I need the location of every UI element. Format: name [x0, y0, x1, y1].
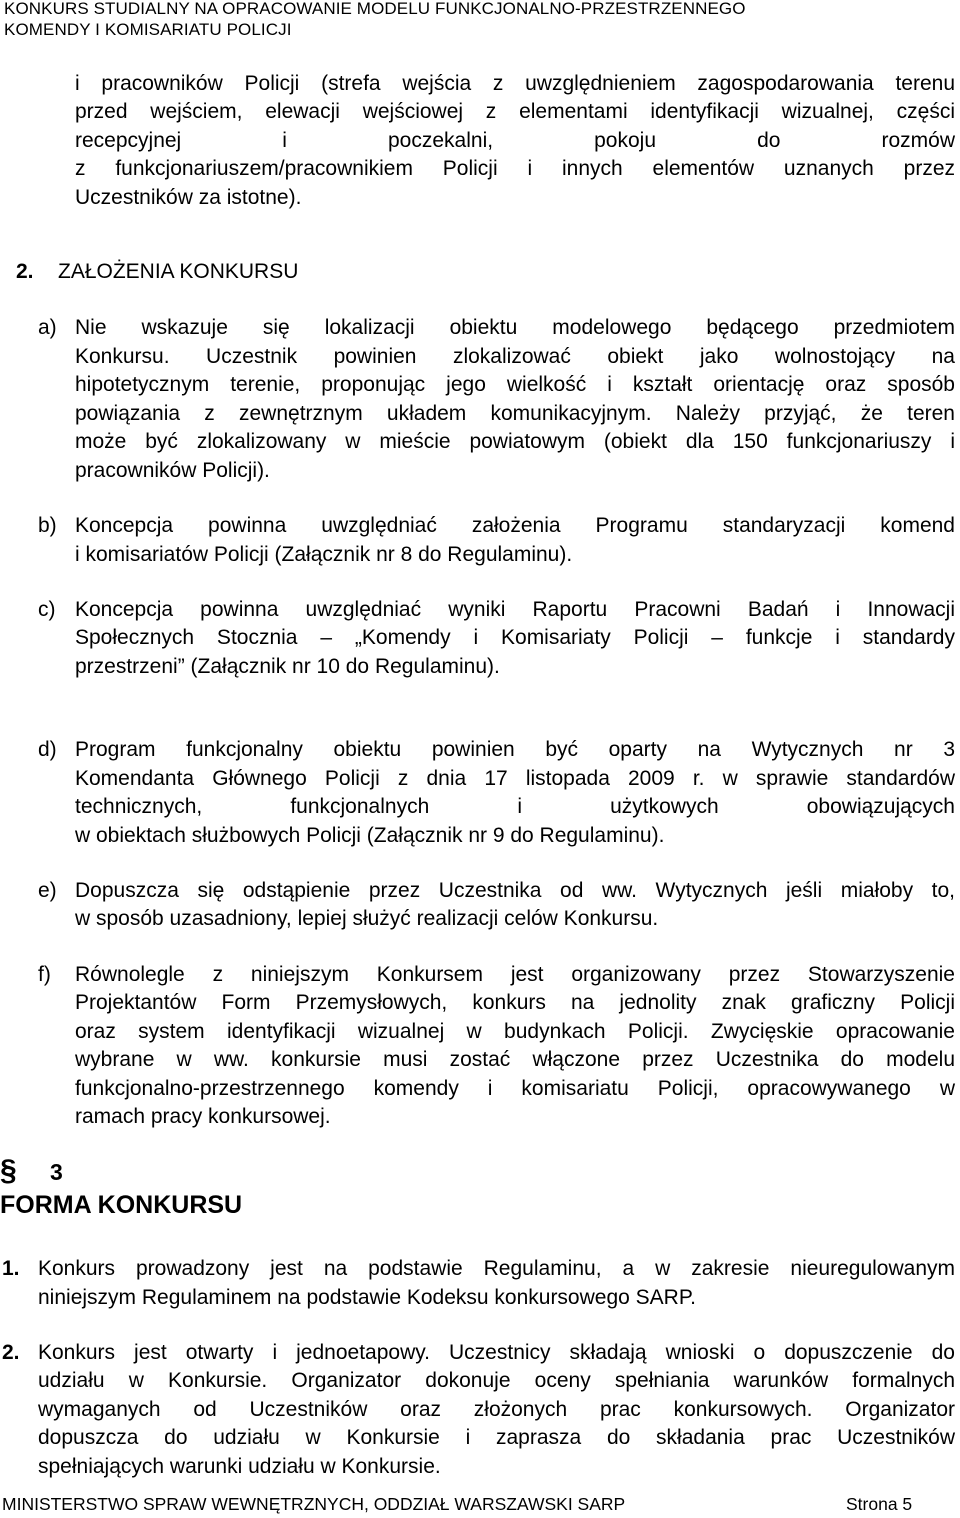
point-line: niniejszym Regulaminem na podstawie Kodeksu konkursowego SARP.: [38, 1286, 696, 1309]
section-3-number: 3: [50, 1159, 63, 1185]
item-line: Komendanta Głównego Policji z dnia 17 listopada 2009 r. w sprawie standardów: [75, 767, 955, 790]
item-line: w obiektach służbowych Policji (Załącznik nr 9 do Regulaminu).: [75, 824, 665, 847]
item-label: a): [38, 316, 57, 339]
item-line: w sposób uzasadniony, lepiej służyć realizacji celów Konkursu.: [75, 907, 659, 930]
item-line: przestrzeni” (Załącznik nr 10 do Regulaminu).: [75, 655, 500, 678]
section-2-title: ZAŁOŻENIA KONKURSU: [58, 260, 299, 283]
intro-line: z funkcjonariuszem/pracownikiem Policji i innych elementów uznanych przez: [75, 157, 955, 180]
intro-line: przed wejściem, elewacji wejściowej z elementami identyfikacji wizualnej, części: [75, 100, 955, 123]
item-label: c): [38, 598, 56, 621]
item-line: powiązania z zewnętrznym układem komunikacyjnym. Należy przyjąć, że teren: [75, 402, 955, 425]
section-symbol: §: [0, 1154, 17, 1187]
point-line: dopuszcza do udziału w Konkursie i zaprasza do składania prac Uczestników: [38, 1426, 955, 1449]
item-line: Projektantów Form Przemysłowych, konkurs na jednolity znak graficzny Policji: [75, 991, 955, 1014]
item-line: ramach pracy konkursowej.: [75, 1105, 331, 1128]
page-number: Strona 5: [846, 1494, 913, 1514]
item-label: d): [38, 738, 57, 761]
document-header: [4, 0, 746, 40]
intro-line: Uczestników za istotne).: [75, 186, 302, 209]
item-line: technicznych, funkcjonalnych i użytkowych obowiązujących: [75, 795, 955, 818]
point-line: Konkurs prowadzony jest na podstawie Regulaminu, a w zakresie nieuregulowanym: [38, 1257, 955, 1280]
item-line: Społecznych Stocznia – „Komendy i Komisariaty Policji – funkcje i standardy: [75, 626, 955, 649]
point-line: Konkurs jest otwarty i jednoetapowy. Uczestnicy składają wnioski o dopuszczenie do: [38, 1341, 955, 1364]
header-line-1: KONKURS STUDIALNY NA OPRACOWANIE MODELU FUNKCJONALNO-PRZESTRZENNEGO: [4, 0, 746, 18]
item-line: Dopuszcza się odstąpienie przez Uczestnika od ww. Wytycznych jeśli miałoby to,: [75, 879, 955, 902]
point-label: 2.: [2, 1341, 20, 1364]
item-label: f): [38, 963, 51, 986]
item-line: może być zlokalizowany w mieście powiatowym (obiekt dla 150 funkcjonariuszy i: [75, 430, 955, 453]
item-line: Nie wskazuje się lokalizacji obiektu modelowego będącego przedmiotem: [75, 316, 955, 339]
point-line: udziału w Konkursie. Organizator dokonuje oceny spełniania warunków formalnych: [38, 1369, 955, 1392]
item-line: Program funkcjonalny obiektu powinien być oparty na Wytycznych nr 3: [75, 738, 955, 761]
item-line: pracowników Policji).: [75, 459, 270, 482]
item-line: oraz system identyfikacji wizualnej w budynkach Policji. Zwycięskie opracowanie: [75, 1020, 955, 1043]
footer-organization: MINISTERSTWO SPRAW WEWNĘTRZNYCH, ODDZIAŁ WARSZAWSKI SARP: [2, 1494, 626, 1514]
item-line: Konkursu. Uczestnik powinien zlokalizować obiekt jako wolnostojący na: [75, 345, 955, 368]
header-line-2: KOMENDY I KOMISARIATU POLICJI: [4, 20, 292, 39]
item-line: Koncepcja powinna uwzględniać wyniki Raportu Pracowni Badań i Innowacji: [75, 598, 955, 621]
item-label: b): [38, 514, 57, 537]
section-3-title: FORMA KONKURSU: [0, 1191, 243, 1219]
intro-line: i pracowników Policji (strefa wejścia z uwzględnieniem zagospodarowania terenu: [75, 72, 955, 95]
point-label: 1.: [2, 1257, 20, 1280]
item-line: Równolegle z niniejszym Konkursem jest organizowany przez Stowarzyszenie: [75, 963, 955, 986]
item-label: e): [38, 879, 57, 902]
item-line: wybrane w ww. konkursie musi zostać włączone przez Uczestnika do modelu: [75, 1048, 955, 1071]
intro-line: recepcyjnej i poczekalni, pokoju do rozmów: [75, 129, 955, 152]
item-line: funkcjonalno-przestrzennego komendy i komisariatu Policji, opracowywanego w: [75, 1077, 955, 1100]
point-line: wymaganych od Uczestników oraz złożonych prac konkursowych. Organizator: [38, 1398, 955, 1421]
item-line: hipotetycznym terenie, proponując jego wielkość i kształt orientację oraz sposób: [75, 373, 955, 396]
point-line: spełniających warunki udziału w Konkursie.: [38, 1455, 441, 1478]
item-line: Koncepcja powinna uwzględniać założenia Programu standaryzacji komend: [75, 514, 955, 537]
item-line: i komisariatów Policji (Załącznik nr 8 do Regulaminu).: [75, 543, 573, 566]
section-2-number: 2.: [16, 260, 34, 283]
